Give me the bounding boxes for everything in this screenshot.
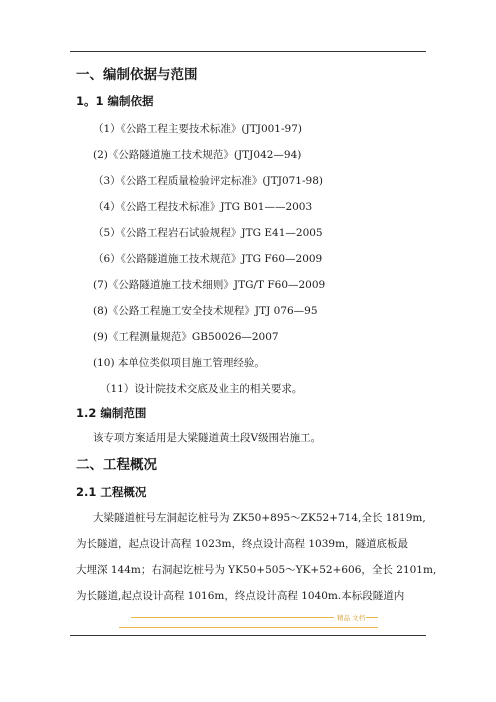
subsection-1-2-heading: 1.2 编制范围 <box>76 406 147 420</box>
footer-rule <box>70 635 426 636</box>
basis-item-1: （1）《公路工程主要技术标准》(JTJ001-97) <box>93 123 302 135</box>
basis-item-11: （11）设计院技术交底及业主的相关要求。 <box>100 383 303 395</box>
subsection-1-1-heading: 1。1 编制依据 <box>76 94 154 108</box>
section-1-heading: 一、编制依据与范围 <box>76 67 198 83</box>
basis-item-10: (10) 本单位类似项目施工管理经验。 <box>93 357 265 369</box>
watermark-line-right <box>366 617 378 618</box>
subsection-2-1-heading: 2.1 工程概况 <box>76 485 147 499</box>
basis-item-8: (8)《公路工程施工安全技术规程》JTJ 076—95 <box>93 305 318 317</box>
basis-item-9: (9)《工程测量规范》GB50026—2007 <box>93 331 279 343</box>
basis-item-4: （4）《公路工程技术标准》JTG B01——2003 <box>93 201 313 213</box>
basis-item-6: （6）《公路隧道施工技术规范》JTG F60—2009 <box>93 253 323 265</box>
basis-item-2: (2)《公路隧道施工技术规范》(JTJ042—94) <box>93 149 302 161</box>
watermark-underline <box>119 627 378 628</box>
watermark-text: 精品 文档 <box>337 614 366 622</box>
section-2-heading: 二、工程概况 <box>76 457 157 473</box>
basis-item-7: (7)《公路隧道施工技术细则》JTG/T F60—2009 <box>93 279 326 291</box>
header-rule <box>70 51 426 52</box>
basis-item-5: （5）《公路工程岩石试验规程》JTG E41—2005 <box>93 227 323 239</box>
overview-line-3: 大埋深 144m；右洞起讫桩号为 YK50+505～YK+52+606，全长 2101m, <box>76 564 437 576</box>
overview-line-2: 为长隧道，起点设计高程 1023m，终点设计高程 1039m，隧道底板最 <box>76 538 409 550</box>
watermark-line-left <box>131 617 334 618</box>
basis-item-3: （3）《公路工程质量检验评定标准》(JTJ071-98) <box>93 175 323 187</box>
overview-line-1: 大梁隧道桩号左洞起讫桩号为 ZK50+895～ZK52+714,全长 1819m, <box>93 512 426 524</box>
scope-paragraph: 该专项方案适用是大梁隧道黄土段Ⅴ级围岩施工。 <box>93 432 322 444</box>
overview-line-4: 为长隧道,起点设计高程 1016m，终点设计高程 1040m.本标段隧道内 <box>76 590 405 602</box>
